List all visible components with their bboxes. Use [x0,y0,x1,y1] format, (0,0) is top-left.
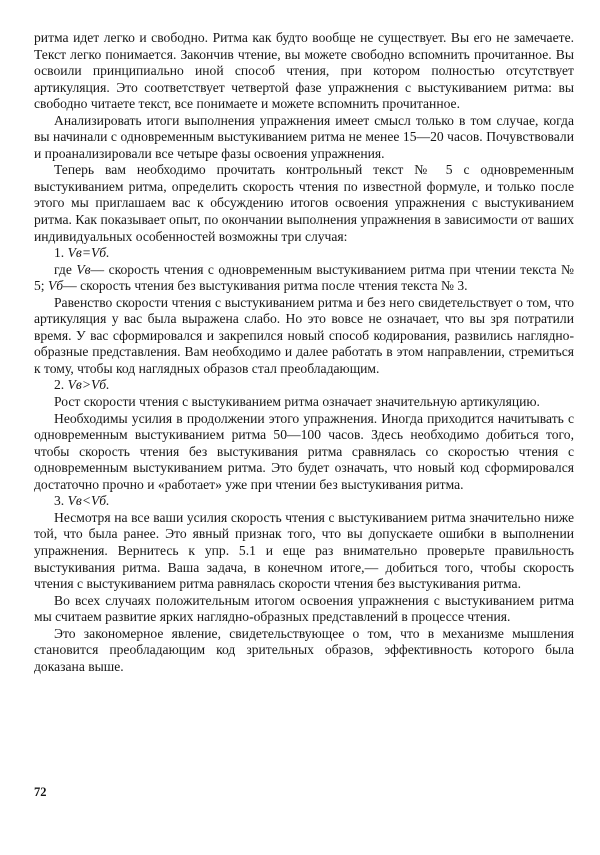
case-formula: Vв=Vб. [67,245,110,261]
case-formula: Vв>Vб. [67,377,110,393]
case-1-heading [34,245,574,262]
page-number: 72 [34,785,47,799]
page-body [34,30,574,675]
variable-vb: Vб [47,278,64,294]
paragraph: Анализировать итоги выполнения упражнения имеет смысл только в том случае, когда вы начинали с одновременным выстукиванием ритма не менее 15—20 часов. Почувствовали и проанализировали все четыре фазы освоения упражнения. [34,112,574,161]
case-3-heading [34,493,574,510]
legend-text: — скорость чтения с одновременным выстукиванием ритма при чтении текста № 5; [34,261,574,294]
paragraph: Это закономерное явление, свидетельствующее о том, что в механизме мышления становится преобладающим код зрительных образов, эффективность которого была доказана выше. [34,625,574,674]
case-number: 3. [54,493,65,509]
case-2-heading [34,377,574,394]
paragraph: Теперь вам необходимо прочитать контрольный текст № 5 с одновременным выстукиванием ритма, определить скорость чтения по известной формуле, и только после этого мы приглашаем вас к обсуждению итогов освоения упражнения с выстукиванием ритма. Как показывает опыт, по окончании выполнения упражнения в зависимости от ваших индивидуальных особенностей возможны три случая: [34,162,574,244]
paragraph: Необходимы усилия в продолжении этого упражнения. Иногда приходится начитывать с одновременным выстукиванием ритма 50—100 часов. Здесь необходимо добиться того, чтобы скорость чтения без выстукивания ритма сравнялась со скоростью чтения с одновременным выстукиванием ритма. Это будет означать, что новый код сформировался достаточно прочно и «работает» уже при чтении без выстукивания ритма. [34,410,574,492]
case-number: 2. [54,377,65,393]
paragraph: ритма идет легко и свободно. Ритма как будто вообще не существует. Вы его не замечаете. Текст легко понимается. Закончив чтение, вы можете свободно вспомнить прочитанное. Вы освоили принципиально иной способ чтения, при котором полностью отсутствует артикуляция. Это соответствует четвертой фазе упражнения с выстукиванием ритма: вы свободно читаете текст, все понимаете и можете вспомнить прочитанное. [34,30,574,112]
case-number: 1. [54,245,65,261]
case-formula: Vв<Vб. [67,493,110,509]
legend-text: — скорость чтения без выстукивания ритма после чтения текста № 3. [63,278,468,294]
variable-vv: Vв [76,261,91,277]
legend-text: где [54,261,72,277]
paragraph: Рост скорости чтения с выстукиванием ритма означает значительную артикуляцию. [54,394,540,410]
paragraph: Во всех случаях положительным итогом освоения упражнения с выстукиванием ритма мы считаем развитие ярких наглядно-образных представлений в процессе чтения. [34,592,574,625]
formula-legend [34,262,574,295]
paragraph: Равенство скорости чтения с выстукиванием ритма и без него свидетельствует о том, что артикуляция у вас была выражена слабо. Но это вовсе не означает, что вы зря потратили время. У вас сформировался и закрепился новый способ кодирования, развились наглядно-образные представления. Вам необходимо и далее работать в этом направлении, стремиться к тому, чтобы код наглядных образов стал преобладающим. [34,294,574,376]
paragraph: Несмотря на все ваши усилия скорость чтения с выстукиванием ритма значительно ниже той, что была ранее. Это явный признак того, что вы допускаете ошибки в выполнении упражнения. Вернитесь к упр. 5.1 и еще раз внимательно проверьте правильность выстукивания ритма. Ваша задача, в конечном итоге,— добиться того, чтобы скорость чтения с выстукиванием ритма равнялась скорости чтения без выстукивания ритма. [34,509,574,592]
